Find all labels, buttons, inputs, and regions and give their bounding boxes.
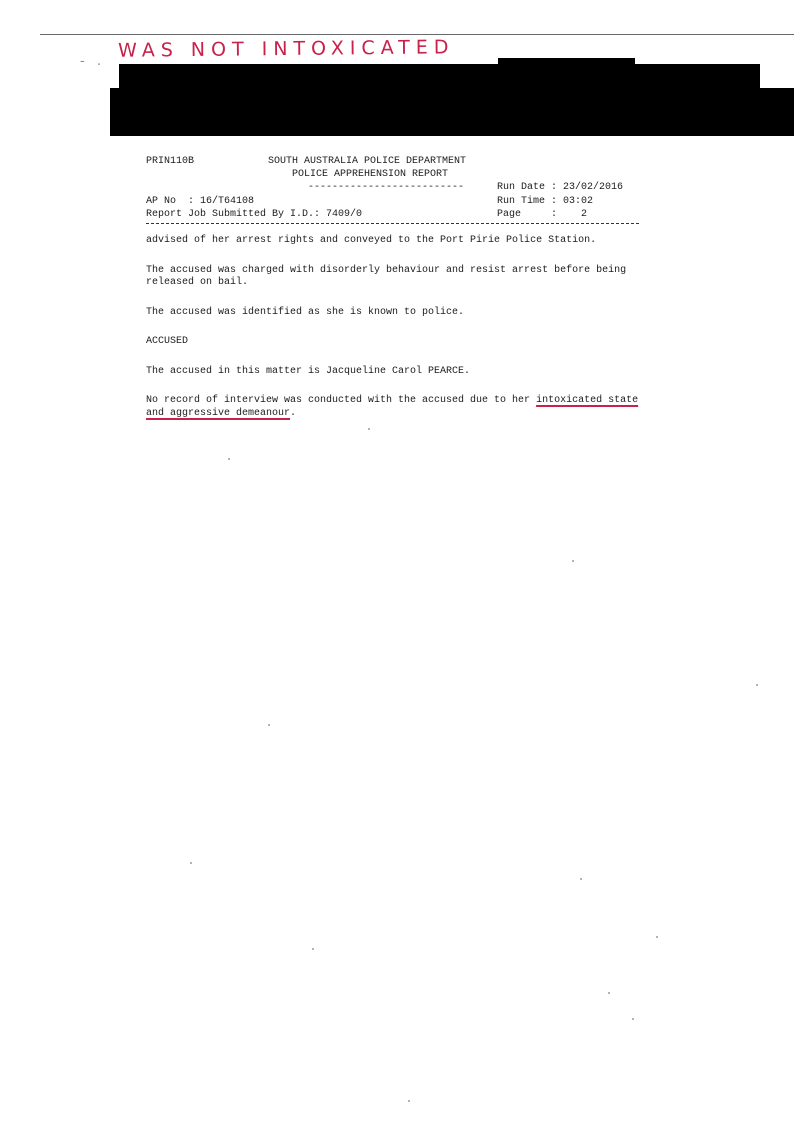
redaction-bar bbox=[119, 64, 760, 90]
paragraph-interview bbox=[146, 395, 656, 420]
run-date: Run Date : 23/02/2016 bbox=[497, 182, 624, 193]
page-number: Page : 2 bbox=[497, 209, 588, 220]
paragraph-accused-name: The accused in this matter is Jacqueline Carol PEARCE. bbox=[146, 365, 471, 377]
ap-number: AP No : 16/T64108 bbox=[146, 196, 255, 207]
redaction-bar bbox=[110, 88, 794, 136]
scan-speck bbox=[368, 428, 370, 430]
department-name: SOUTH AUSTRALIA POLICE DEPARTMENT bbox=[268, 156, 467, 167]
report-body bbox=[146, 235, 656, 437]
scan-speck bbox=[656, 936, 658, 938]
scan-speck bbox=[580, 878, 582, 880]
scan-speck bbox=[408, 1100, 410, 1102]
underlined-phrase: intoxicated state and aggressive demeanour bbox=[146, 395, 639, 419]
scan-speck bbox=[572, 560, 574, 562]
handwritten-annotation: WAS NOT INTOXICATED bbox=[117, 36, 455, 62]
scan-speck bbox=[756, 684, 758, 686]
scan-speck bbox=[268, 724, 270, 726]
paragraph-arrest-rights: advised of her arrest rights and conveyed to the Port Pirie Police Station. bbox=[146, 235, 597, 246]
separator-rule bbox=[146, 223, 639, 224]
submitted-by: Report Job Submitted By I.D.: 7409/0 bbox=[146, 209, 363, 220]
interview-text-end: . bbox=[290, 407, 297, 419]
paragraph-charges: The accused was charged with disorderly behaviour and resist arrest before being released on bail. bbox=[146, 264, 627, 288]
scan-speck bbox=[608, 992, 610, 994]
run-time: Run Time : 03:02 bbox=[497, 196, 594, 207]
section-heading-accused: ACCUSED bbox=[146, 336, 189, 347]
scan-speck bbox=[312, 948, 314, 950]
scan-speck bbox=[190, 862, 192, 864]
margin-marks: - . bbox=[80, 54, 105, 69]
title-underline: -------------------------- bbox=[308, 182, 465, 193]
paragraph-identification: The accused was identified as she is known to police. bbox=[146, 306, 465, 318]
scan-edge-line bbox=[40, 34, 794, 35]
scan-speck bbox=[228, 458, 230, 460]
scan-speck bbox=[632, 1018, 634, 1020]
interview-text: No record of interview was conducted with the accused due to her bbox=[146, 395, 537, 406]
report-title: POLICE APPREHENSION REPORT bbox=[292, 169, 449, 180]
form-code: PRIN110B bbox=[146, 156, 195, 167]
